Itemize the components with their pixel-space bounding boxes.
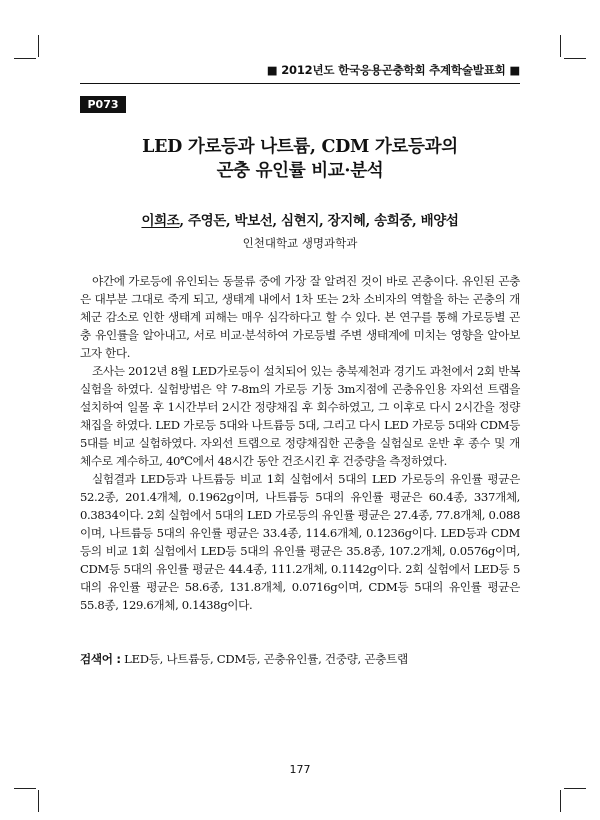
paper-title [80,135,520,183]
presenting-author: 이희조 [141,213,180,229]
abstract-paragraph: 실험결과 LED등과 나트륨등 비교 1회 실험에서 5대의 LED 가로등의 유인률 평균은 52.2종, 201.4개체, 0.1962g이며, 나트륨등 5대의 유인률 평균은 60.4종, 337개체, 0.3834이다. 2회 실험에서 5대의 LED 가로등의 유인률 평균은 27.4종, 77.8개체, 0.088이며, 나트륨등 5대의 유인률 평균은 33.4종, 114.6개체, 0.1236g이다. LED등과 CDM등의 비교 1회 실험에서 LED등 5대의 유인률 평균은 35.8종, 107.2개체, 0.0576g이며, CDM등 5대의 유인률 평균은 44.4종, 111.2개체, 0.1142g이다. 2회 실험에서 LED등 5대의 유인률 평균은 58.6종, 131.8개체, 0.0716g이며, CDM등 5대의 유인률 평균은 55.8종, 129.6개체, 0.1438g이다. [80,472,520,612]
author-list [80,212,520,230]
co-authors: , 주영돈, 박보선, 심현지, 장지혜, 송희중, 배양섭 [179,213,459,229]
crop-mark [564,788,586,789]
crop-mark [560,35,561,57]
abstract-paragraph: 야간에 가로등에 유인되는 동물류 중에 가장 잘 알려진 것이 바로 곤충이다. 유인된 곤충은 대부분 그대로 죽게 되고, 생태계 내에서 1차 또는 2차 소비자의 역할을 하는 곤충의 개체군 감소로 인한 생태계 피해는 매우 심각하다고 할 수 있다. 본 연구를 통해 가로등별 곤충 유인률을 알아내고, 서로 비교·분석하여 가로등별 주변 생태계에 미치는 영향을 알아보고자 한다. [80,274,520,360]
title-line-1: LED 가로등과 나트륨, CDM 가로등과의 [142,137,458,157]
abstract-body [80,272,520,614]
poster-number-badge: P073 [80,96,126,113]
crop-mark [560,790,561,812]
keywords-label: 검색어 : [80,652,121,666]
page-number: 177 [289,763,311,776]
crop-mark [38,35,39,57]
affiliation: 인천대학교 생명과학과 [242,236,358,250]
crop-mark [564,58,586,59]
crop-mark [14,788,36,789]
running-header: ■ 2012년도 한국응용곤충학회 추계학술발표회 ■ [266,63,520,77]
crop-mark [14,58,36,59]
abstract-paragraph: 조사는 2012년 8월 LED가로등이 설치되어 있는 충북제천과 경기도 과천에서 2회 반복 실험을 하였다. 실험방법은 약 7-8m의 가로등 기둥 3m지점에 곤충유인용 자외선 트랩을 설치하여 일몰 후 1시간부터 2시간 정량채집 후 회수하였고, 그 이후로 다시 2시간을 정량채집을 하였다. LED 가로등 5대와 나트륨등 5대, 그리고 다시 LED 가로등 5대와 CDM등 5대를 비교 실험하였다. 자외선 트랩으로 정량채집한 곤충을 실험실로 운반 후 종수 및 개체수로 계수하고, 40℃에서 48시간 동안 건조시킨 후 건중량을 측정하였다. [80,364,520,468]
header-rule [80,83,520,84]
keywords [80,650,520,668]
crop-mark [38,790,39,812]
keywords-text: LED등, 나트륨등, CDM등, 곤충유인률, 건중량, 곤충트랩 [124,652,408,666]
title-line-2: 곤충 유인률 비교·분석 [216,161,384,181]
